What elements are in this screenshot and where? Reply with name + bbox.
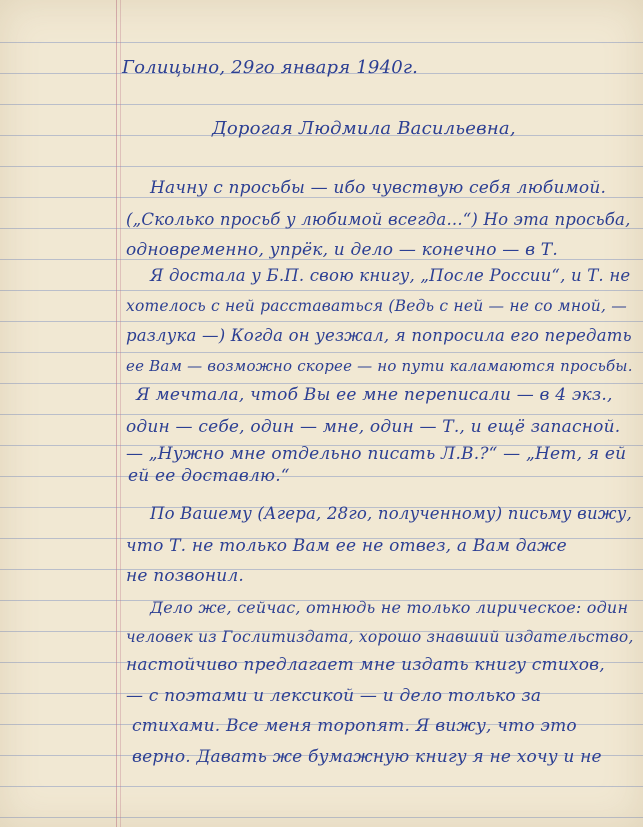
salutation: Дорогая Людмила Васильевна, <box>212 118 516 139</box>
letter-line: разлука —) Когда он уезжал, я попросила его передать <box>126 326 632 345</box>
letter-line: не позвонил. <box>126 566 245 586</box>
letter-line: ей ее доставлю.“ <box>128 466 290 486</box>
letter-line: Я достала у Б.П. свою книгу, „После России“, и Т. не <box>150 266 631 285</box>
letter-line: хотелось с ней расставаться (Ведь с ней — не со мной, — <box>126 297 627 315</box>
letter-line: человек из Гослитиздата, хорошо знавший издательство, <box>126 628 634 646</box>
letter-line: верно. Давать же бумажную книгу я не хочу и не <box>132 747 602 767</box>
letter-line: — с поэтами и лексикой — и дело только за <box>126 686 542 706</box>
letter-line: стихами. Все меня торопят. Я вижу, что это <box>132 716 577 736</box>
letter-line: что Т. не только Вам ее не отвез, а Вам даже <box>126 536 567 556</box>
letter-line: Я мечтала, чтоб Вы ее мне переписали — в 4 экз., <box>136 385 613 405</box>
letter-line: одновременно, упрёк, и дело — конечно — в Т. <box>126 240 558 260</box>
letter-line: Начну с просьбы — ибо чувствую себя любимой. <box>150 178 607 198</box>
letter-line: По Вашему (Агера, 28го, полученному) письму вижу, <box>150 504 632 523</box>
letter-line: один — себе, один — мне, один — Т., и ещё запасной. <box>126 417 621 437</box>
letter-line: — „Нужно мне отдельно писать Л.В.?“ — „Нет, я ей <box>126 444 627 464</box>
dateline: Голицыно, 29го января 1940г. <box>122 57 419 78</box>
letter-line: ее Вам — возможно скорее — но пути каламаются просьбы. <box>126 357 633 375</box>
letter-line: („Сколько просьб у любимой всегда...“) Но эта просьба, <box>126 210 631 229</box>
letter-line: настойчиво предлагает мне издать книгу стихов, <box>126 655 605 675</box>
letter-line: Дело же, сейчас, отнюдь не только лирическое: один <box>150 598 629 617</box>
